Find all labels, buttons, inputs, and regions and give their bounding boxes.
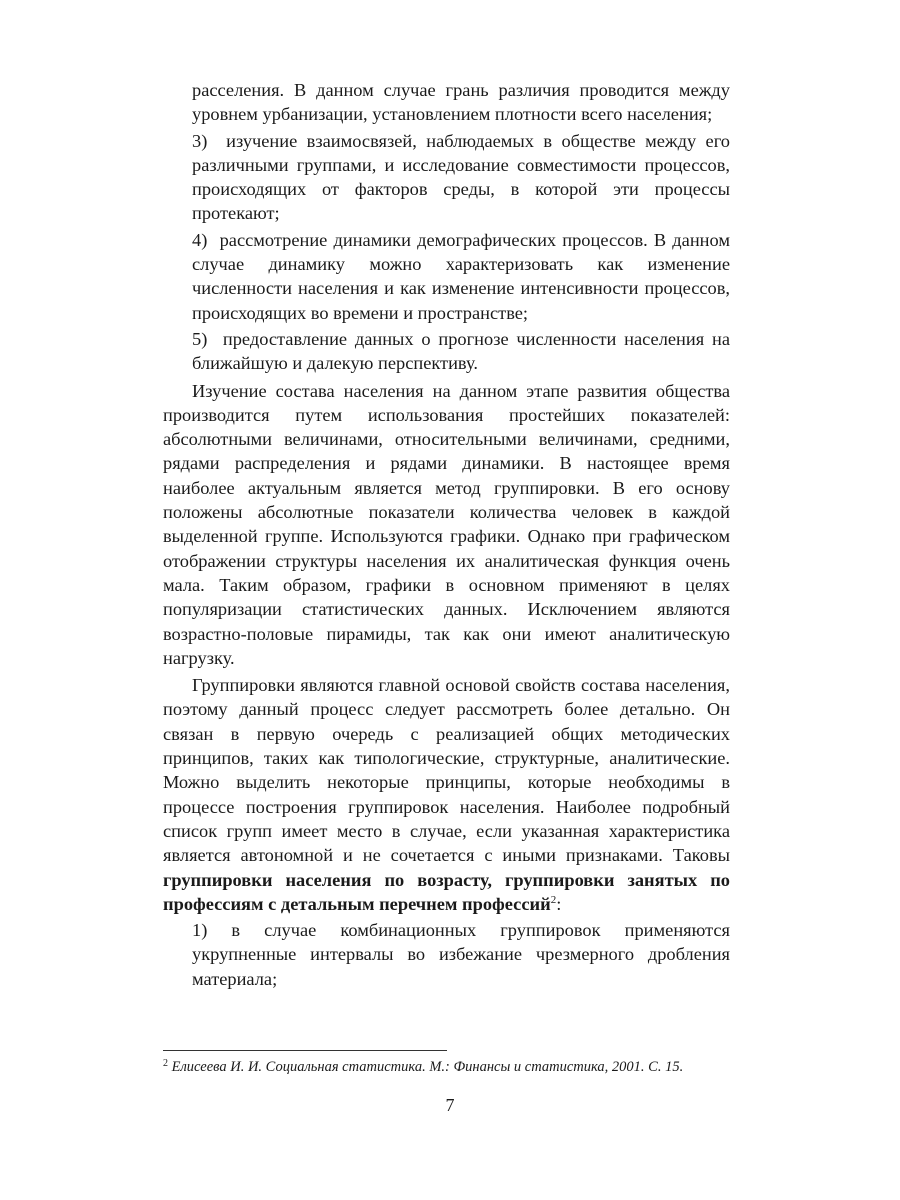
footnote <box>163 1058 730 1076</box>
page-number: 7 <box>445 1095 455 1115</box>
footnote-marker: 2 <box>163 1058 168 1069</box>
list-item-5: 5) предоставление данных о прогнозе численности населения на ближайшую и далекую перспективу. <box>192 328 730 374</box>
page-body <box>163 78 730 991</box>
paragraph-continuation: расселения. В данном случае грань различия проводится между уровнем урбанизации, установлением плотности всего населения; <box>192 80 730 125</box>
paragraph-composition: Изучение состава населения на данном этапе развития общества производится путем использования простейших показателей: абсолютными величинами, относительными величинами, средними, рядами распределения и рядами динамики. В настоящее время наиболее актуальным является метод группировки. В его основу положены абсолютные показатели количества человек в каждой выделенной группе. Используются графики. Однако при графическом отображении структуры населения их аналитическая функция очень мала. Таким образом, графики в основном применяют в целях популяризации статистических данных. Исключением являются возрастно-половые пирамиды, так как они имеют аналитическую нагрузку. <box>163 380 730 668</box>
list-item-4: 4) рассмотрение динамики демографических процессов. В данном случае динамику можно характеризовать как изменение численности населения и как изменение интенсивности процессов, происходящих во времени и пространстве; <box>192 229 730 323</box>
paragraph-groupings-bold: группировки населения по возрасту, группировки занятых по профессиям с детальным перечнем профессий <box>163 869 730 914</box>
paragraph-groupings-end: : <box>556 893 562 914</box>
list-item-3: 3) изучение взаимосвязей, наблюдаемых в обществе между его различными группами, и исследование совместимости процессов, происходящих от факторов среды, в которой эти процессы протекают; <box>192 130 730 224</box>
list-item-1: 1) в случае комбинационных группировок применяются укрупненные интервалы во избежание чрезмерного дробления материала; <box>192 920 730 989</box>
footnote-text: Елисеева И. И. Социальная статистика. М.: Финансы и статистика, 2001. С. 15. <box>168 1059 684 1075</box>
footnote-reference: 2 <box>550 893 557 906</box>
footnote-divider <box>163 1050 447 1051</box>
paragraph-groupings-text: Группировки являются главной основой свойств состава населения, поэтому данный процесс следует рассмотреть более детально. Он связан в первую очередь с реализацией общих методических принципов, таких как типологические, структурные, аналитические. Можно выделить некоторые принципы, которые необходимы в процессе построения группировок населения. Наиболее подробный список групп имеет место в случае, если указанная характеристика является автономной и не сочетается с иными признаками. Таковы <box>163 675 730 866</box>
paragraph-groupings <box>163 673 730 916</box>
